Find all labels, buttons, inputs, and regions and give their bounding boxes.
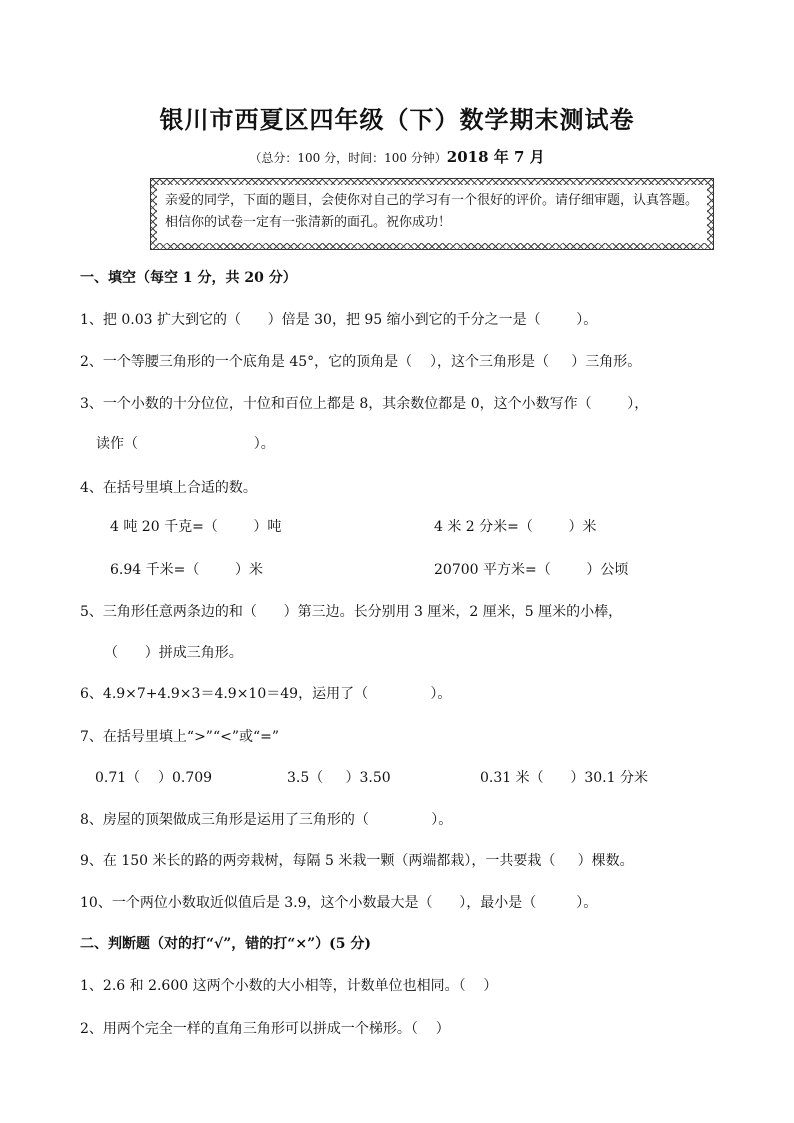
question-5: 5、三角形任意两条边的和（ ）第三边。长分别用 3 厘米，2 厘米，5 厘米的小棒， bbox=[80, 604, 623, 620]
question-7-item: 3.5（ ）3.50 bbox=[287, 770, 391, 786]
question-4-item: 4 吨 20 千克=（ ）吨 bbox=[110, 519, 282, 535]
judgement-2: 2、用两个完全一样的直角三角形可以拼成一个梯形。（ ） bbox=[80, 1021, 450, 1037]
exam-date: 2018 年 7 月 bbox=[446, 148, 545, 166]
question-10: 10、一个两位小数取近似值后是 3.9，这个小数最大是（ ），最小是（ ）。 bbox=[80, 895, 598, 911]
question-4-item: 6.94 千米=（ ）米 bbox=[110, 562, 263, 578]
question-4-item: 4 米 2 分米=（ ）米 bbox=[434, 519, 597, 535]
question-6: 6、4.9×7+4.9×3＝4.9×10＝49，运用了（ ）。 bbox=[80, 686, 452, 702]
section-1-heading: 一、填空（每空 1 分，共 20 分） bbox=[80, 270, 297, 286]
question-7: 7、在括号里填上“>”“<”或“=” bbox=[80, 729, 280, 745]
question-5-continued: （ ）拼成三角形。 bbox=[104, 645, 243, 661]
question-4-item: 20700 平方米=（ ）公顷 bbox=[434, 562, 629, 578]
question-1: 1、把 0.03 扩大到它的（ ）倍是 30，把 95 缩小到它的千分之一是（ ）。 bbox=[80, 312, 598, 328]
judgement-1: 1、2.6 和 2.600 这两个小数的大小相等，计数单位也相同。（ ） bbox=[80, 978, 498, 994]
question-3-continued: 读作（ ）。 bbox=[96, 436, 275, 452]
exam-info bbox=[0, 146, 794, 167]
question-7-item: 0.71（ ）0.709 bbox=[95, 770, 213, 786]
question-4: 4、在括号里填上合适的数。 bbox=[80, 480, 257, 496]
question-3: 3、一个小数的十分位位，十位和百位上都是 8，其余数位都是 0，这个小数写作（ ）， bbox=[80, 396, 649, 412]
question-9: 9、在 150 米长的路的两旁栽树，每隔 5 米栽一颗（两端都栽），一共要栽（ ）棵数。 bbox=[80, 853, 634, 869]
exam-info-score-time: （总分：100 分，时间：100 分钟） bbox=[249, 151, 447, 165]
page-title: 银川市西夏区四年级（下）数学期末测试卷 bbox=[159, 105, 635, 134]
question-7-item: 0.31 米（ ）30.1 分米 bbox=[480, 770, 648, 786]
notice-box bbox=[150, 178, 714, 250]
question-2: 2、一个等腰三角形的一个底角是 45°，它的顶角是（ ），这个三角形是（ ）三角形。 bbox=[80, 354, 642, 370]
question-8: 8、房屋的顶架做成三角形是运用了三角形的（ ）。 bbox=[80, 812, 453, 828]
notice-text: 亲爱的同学，下面的题目，会使你对自己的学习有一个很好的评价。请仔细审题，认真答题。相信你的试卷一定有一张清新的面孔。祝你成功！ bbox=[157, 185, 707, 243]
section-2-heading: 二、判断题（对的打“√”，错的打“×”）(5 分) bbox=[80, 936, 372, 952]
